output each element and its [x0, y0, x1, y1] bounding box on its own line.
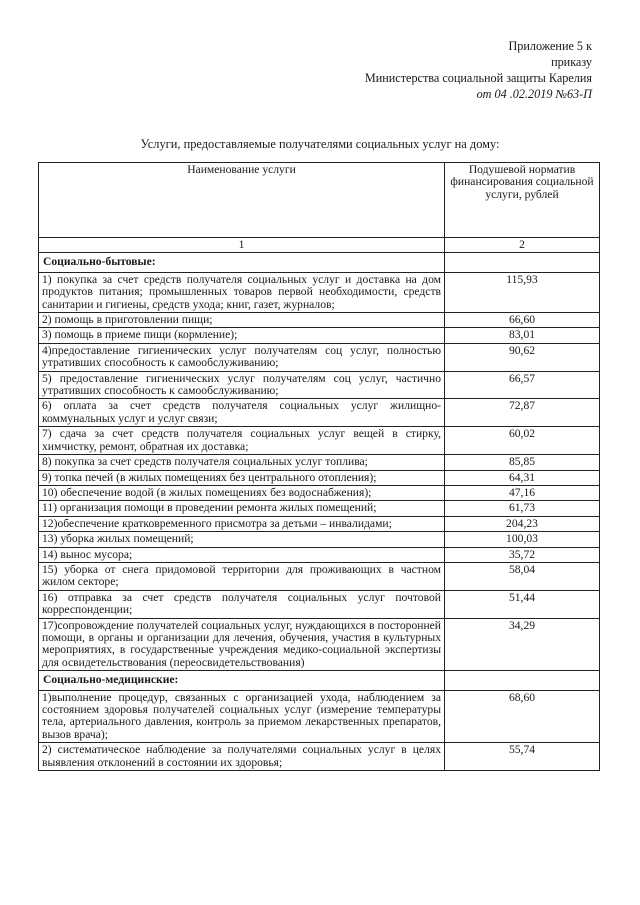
table-row [39, 313, 600, 328]
service-norm-value: 34,29 [445, 618, 600, 671]
service-norm-value: 61,73 [445, 501, 600, 516]
table-row [39, 516, 600, 531]
table-row [39, 328, 600, 343]
service-norm-value: 51,44 [445, 590, 600, 618]
service-norm-value: 64,31 [445, 470, 600, 485]
table-row [39, 547, 600, 562]
table-row [39, 590, 600, 618]
service-name: 12)обеспечение кратковременного присмотра за детьми – инвалидами; [39, 516, 445, 531]
column-header-service-name: Наименование услуги [39, 163, 445, 238]
table-row [39, 532, 600, 547]
order-date-number: от 04 .02.2019 №63-П [476, 87, 592, 101]
service-name: 14) вынос мусора; [39, 547, 445, 562]
appendix-label: Приложение 5 к [508, 39, 592, 53]
service-norm-value: 60,02 [445, 427, 600, 455]
service-name: 10) обеспечение водой (в жилых помещениях без водоснабжения); [39, 485, 445, 500]
section-title: Социально-бытовые: [39, 253, 445, 272]
table-body [39, 253, 600, 771]
column-header-norm: Подушевой норматив финансирования социальной услуги, рублей [445, 163, 600, 238]
ministry-name: Министерства социальной защиты Карелия [364, 71, 592, 85]
section-title: Социально-медицинские: [39, 671, 445, 690]
service-name: 11) организация помощи в проведении ремонта жилых помещений; [39, 501, 445, 516]
service-norm-value: 83,01 [445, 328, 600, 343]
services-table [38, 162, 600, 771]
service-name: 1)выполнение процедур, связанных с организацией ухода, наблюдением за состоянием здоровья получателей социальных услуг (измерение температуры тела, артериального давления, контроль за приемом лекарственных препаратов, вызов врача); [39, 690, 445, 743]
service-norm-value: 115,93 [445, 272, 600, 312]
service-norm-value: 72,87 [445, 399, 600, 427]
table-row [39, 371, 600, 399]
table-row [39, 562, 600, 590]
column-number-2: 2 [445, 238, 600, 253]
service-norm-value: 100,03 [445, 532, 600, 547]
table-row [39, 501, 600, 516]
service-name: 2) систематическое наблюдение за получателями социальных услуг в целях выявления отклонений в состоянии их здоровья; [39, 743, 445, 771]
service-name: 4)предоставление гигиенических услуг получателям соц услуг, полностью утративших способность к самообслуживанию; [39, 343, 445, 371]
table-row [39, 272, 600, 312]
service-name: 6) оплата за счет средств получателя социальных услуг жилищно-коммунальных услуг и услуг связи; [39, 399, 445, 427]
page-title: Услуги, предоставляемые получателями социальных услуг на дому: [140, 137, 500, 151]
table-row [39, 743, 600, 771]
table-row [39, 470, 600, 485]
service-name: 17)сопровождение получателей социальных услуг, нуждающихся в посторонней помощи, в органы и организации для лечения, обучения, участия в культурных мероприятиях, в государственные учреждения медико-социальной экспертизы для освидетельствования (переосвидетельствования) [39, 618, 445, 671]
service-name: 1) покупка за счет средств получателя социальных услуг и доставка на дом продуктов питания; промышленных товаров первой необходимости, средств санитарии и гигиены, средств ухода; книг, газет, журналов; [39, 272, 445, 312]
table-row [39, 618, 600, 671]
service-name: 13) уборка жилых помещений; [39, 532, 445, 547]
service-name: 3) помощь в приеме пищи (кормление); [39, 328, 445, 343]
service-norm-value: 58,04 [445, 562, 600, 590]
column-number-1: 1 [39, 238, 445, 253]
service-norm-value: 68,60 [445, 690, 600, 743]
table-row [39, 455, 600, 470]
service-norm-value: 35,72 [445, 547, 600, 562]
service-norm-value: 204,23 [445, 516, 600, 531]
service-norm-value: 85,85 [445, 455, 600, 470]
table-row [39, 690, 600, 743]
service-norm-value: 66,60 [445, 313, 600, 328]
table-row [39, 427, 600, 455]
section-row [39, 253, 600, 272]
section-value-empty [445, 671, 600, 690]
service-name: 8) покупка за счет средств получателя социальных услуг топлива; [39, 455, 445, 470]
table-row [39, 485, 600, 500]
section-value-empty [445, 253, 600, 272]
document-header [365, 38, 592, 102]
service-name: 15) уборка от снега придомовой территории для проживающих в частном жилом секторе; [39, 562, 445, 590]
section-row [39, 671, 600, 690]
service-norm-value: 47,16 [445, 485, 600, 500]
service-name: 5) предоставление гигиенических услуг получателям соц услуг, частично утративших способность к самообслуживанию; [39, 371, 445, 399]
table-row [39, 399, 600, 427]
service-name: 9) топка печей (в жилых помещениях без центрального отопления); [39, 470, 445, 485]
service-name: 16) отправка за счет средств получателя социальных услуг почтовой корреспонденции; [39, 590, 445, 618]
service-norm-value: 55,74 [445, 743, 600, 771]
order-label: приказу [551, 55, 592, 69]
service-name: 2) помощь в приготовлении пищи; [39, 313, 445, 328]
service-name: 7) сдача за счет средств получателя социальных услуг вещей в стирку, химчистку, ремонт, обратная их доставка; [39, 427, 445, 455]
service-norm-value: 66,57 [445, 371, 600, 399]
service-norm-value: 90,62 [445, 343, 600, 371]
table-row [39, 343, 600, 371]
